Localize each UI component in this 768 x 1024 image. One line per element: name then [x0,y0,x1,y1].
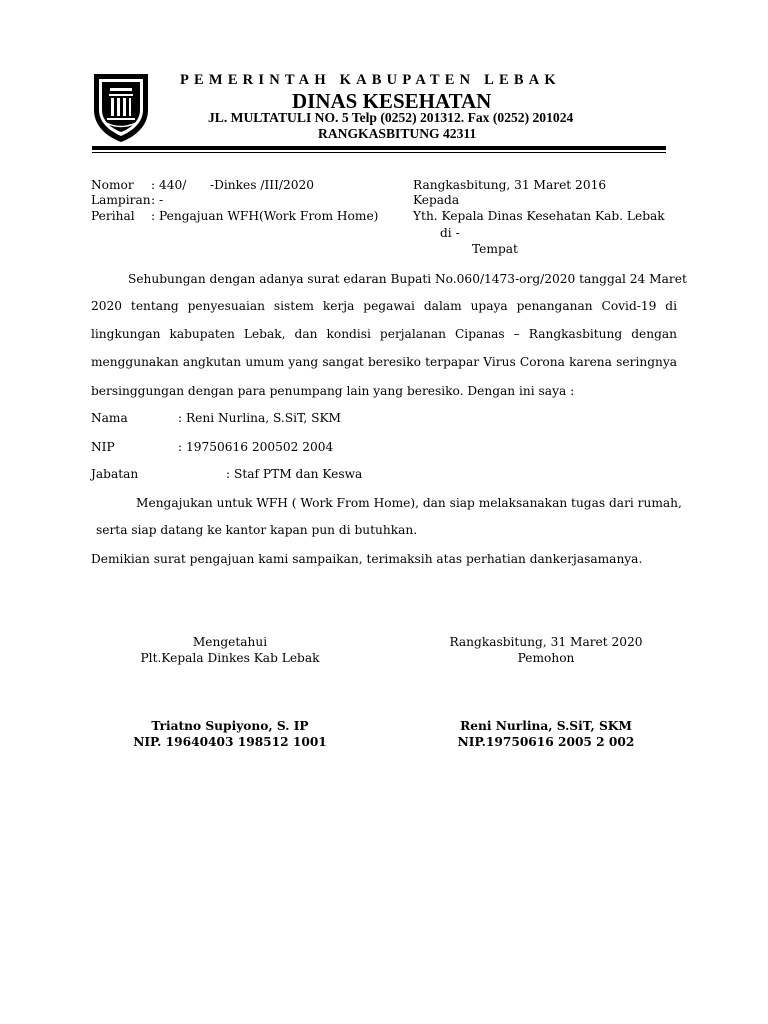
recipient-tempat: Tempat [472,242,518,256]
para1-line: Sehubungan dengan adanya surat edaran Bupati No.060/1473-org/2020 tanggal 24 Maret [128,272,687,286]
nomor-label: Nomor [91,178,134,192]
jabatan-value: : Staf PTM dan Keswa [226,467,363,481]
agency-address: JL. MULTATULI NO. 5 Telp (0252) 201312. Fax (0252) 201024 [208,110,574,125]
sig-right-line2: Pemohon [517,651,575,665]
kepada: Kepada [413,193,460,207]
sig-right-name: Reni Nurlina, S.SiT, SKM [460,719,632,733]
header-divider-thin [92,152,666,153]
lampiran-label: Lampiran [91,193,151,207]
perihal-label: Perihal [91,209,135,223]
nip-value: : 19750616 200502 2004 [178,440,334,454]
lebak-emblem-icon [90,70,152,144]
nama-value: : Reni Nurlina, S.SiT, SKM [178,411,342,425]
closing-line: Demikian surat pengajuan kami sampaikan, terimaksih atas perhatian dankerjasamanya. [91,552,643,566]
nip-label: NIP [91,440,115,454]
place-date: Rangkasbitung, 31 Maret 2016 [413,178,607,192]
para1-line: bersinggungan dengan para penumpang lain yang beresiko. Dengan ini saya : [91,384,575,398]
recipient-title: Yth. Kepala Dinas Kesehatan Kab. Lebak [413,209,665,223]
para1-line: 2020 tentang penyesuaian sistem kerja pegawai dalam upaya penanganan Covid-19 di [91,299,677,313]
para2-line: Mengajukan untuk WFH ( Work From Home), dan siap melaksanakan tugas dari rumah, [136,496,682,510]
para1-line: menggunakan angkutan umum yang sangat beresiko terpapar Virus Corona karena seringnya [91,355,677,369]
letterhead [0,0,768,160]
recipient-di: di - [440,226,460,240]
header-divider-thick [92,146,666,150]
sig-left-nip: NIP. 19640403 198512 1001 [133,735,327,749]
lampiran-value: : - [151,193,164,207]
nomor-suffix: -Dinkes /III/2020 [210,178,315,192]
sig-left-name: Triatno Supiyono, S. IP [151,719,309,733]
nama-label: Nama [91,411,128,425]
jabatan-label: Jabatan [91,467,139,481]
perihal-value: : Pengajuan WFH(Work From Home) [151,209,379,223]
sig-left-line2: Plt.Kepala Dinkes Kab Lebak [140,651,320,665]
para1-line: lingkungan kabupaten Lebak, dan kondisi perjalanan Cipanas – Rangkasbitung dengan [91,327,677,341]
nomor-value: : 440/ [151,178,187,192]
agency-name: DINAS KESEHATAN [292,89,492,113]
agency-city: RANGKASBITUNG 42311 [318,126,477,141]
sig-right-nip: NIP.19750616 2005 2 002 [457,735,635,749]
para2-line: serta siap datang ke kantor kapan pun di butuhkan. [96,523,418,537]
government-name: PEMERINTAH KABUPATEN LEBAK [180,72,561,88]
sig-left-line1: Mengetahui [192,635,268,649]
sig-right-line1: Rangkasbitung, 31 Maret 2020 [449,635,643,649]
